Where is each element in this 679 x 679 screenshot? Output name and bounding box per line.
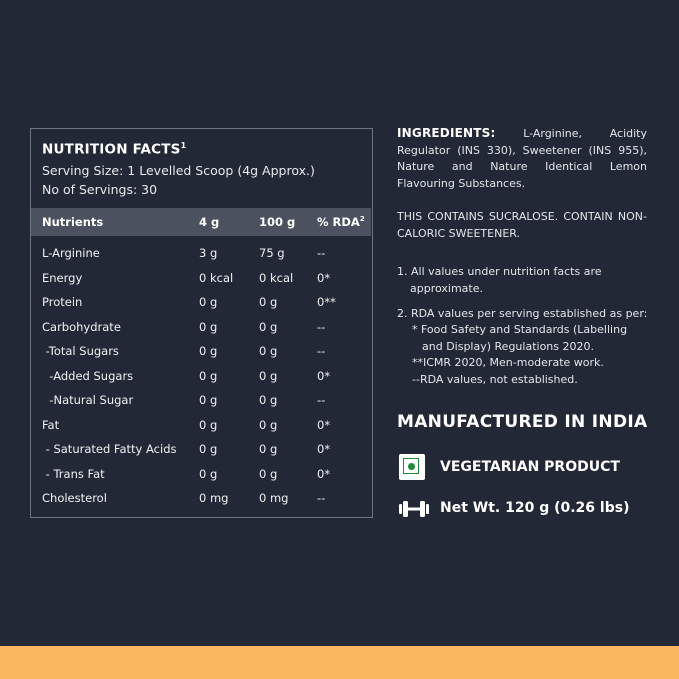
table-row: [31, 320, 371, 340]
table-row: [31, 491, 371, 511]
vegetarian-label: VEGETARIAN PRODUCT: [440, 459, 620, 475]
note-2-line-2: * Food Safety and Standards (Labelling: [412, 323, 628, 336]
table-row: [31, 295, 371, 315]
bottom-accent-bar: [0, 646, 679, 679]
value-per-serving: 0 g: [199, 393, 218, 407]
value-per-100g: 0 g: [259, 467, 278, 481]
note-2-line-1: 2. RDA values per serving established as per:: [397, 307, 648, 320]
rda-value: 0*: [317, 442, 331, 456]
rda-value: 0*: [317, 369, 331, 383]
rda-value: --: [317, 344, 326, 358]
nutrient-name: -Total Sugars: [42, 344, 119, 358]
value-per-serving: 0 g: [199, 369, 218, 383]
table-row: [31, 467, 371, 487]
rda-value: --: [317, 320, 326, 334]
value-per-serving: 0 g: [199, 295, 218, 309]
rda-value: 0*: [317, 467, 331, 481]
value-per-serving: 0 g: [199, 418, 218, 432]
nutrient-name: - Saturated Fatty Acids: [42, 442, 177, 456]
nutrition-title: NUTRITION FACTS$^1$: [42, 141, 187, 158]
value-per-100g: 0 g: [259, 442, 278, 456]
value-per-serving: 0 g: [199, 320, 218, 334]
header-nutrients: Nutrients: [42, 215, 104, 229]
value-per-100g: 0 kcal: [259, 271, 294, 285]
ingredients-label: INGREDIENTS:: [397, 126, 496, 140]
nutrient-name: -Natural Sugar: [42, 393, 134, 407]
value-per-serving: 0 g: [199, 442, 218, 456]
note-1-line-2: approximate.: [410, 282, 483, 295]
table-header: [31, 208, 371, 236]
rda-value: --: [317, 491, 326, 505]
ingredients-block: [397, 125, 647, 192]
note-2-line-5: --RDA values, not established.: [412, 373, 578, 386]
value-per-serving: 0 g: [199, 467, 218, 481]
servings-count: No of Servings: 30: [42, 182, 158, 197]
rda-value: 0**: [317, 295, 336, 309]
nutrient-name: Protein: [42, 295, 83, 309]
header-100g: 100 g: [259, 215, 296, 229]
table-row: [31, 271, 371, 291]
table-row: [31, 344, 371, 364]
table-row: [31, 418, 371, 438]
net-weight: Net Wt. 120 g (0.26 lbs): [440, 500, 630, 516]
nutrient-name: Carbohydrate: [42, 320, 121, 334]
dumbbell-icon: [398, 499, 430, 519]
value-per-100g: 75 g: [259, 246, 285, 260]
value-per-100g: 0 g: [259, 320, 278, 334]
note-2-line-3: and Display) Regulations 2020.: [422, 340, 594, 353]
ingredients-text: L-Arginine, Acidity Regulator (INS 330), Sweetener (INS 955), Nature and Nature Identical Lemon Flavouring Substances.: [397, 127, 647, 190]
rda-value: 0*: [317, 418, 331, 432]
nutrient-name: Cholesterol: [42, 491, 107, 505]
value-per-serving: 0 mg: [199, 491, 229, 505]
value-per-serving: 0 kcal: [199, 271, 234, 285]
note-2-line-4: **ICMR 2020, Men-moderate work.: [412, 356, 604, 369]
value-per-100g: 0 g: [259, 344, 278, 358]
veg-mark-icon: [399, 454, 425, 480]
nutrient-name: -Added Sugars: [42, 369, 134, 383]
table-row: [31, 442, 371, 462]
value-per-serving: 0 g: [199, 344, 218, 358]
value-per-100g: 0 g: [259, 295, 278, 309]
table-row: [31, 246, 371, 266]
nutrient-name: Fat: [42, 418, 60, 432]
rda-value: 0*: [317, 271, 331, 285]
value-per-100g: 0 mg: [259, 491, 289, 505]
table-row: [31, 393, 371, 413]
nutrition-facts-panel: [30, 128, 373, 518]
nutrient-name: Energy: [42, 271, 83, 285]
nutrient-name: L-Arginine: [42, 246, 100, 260]
nutrient-name: - Trans Fat: [42, 467, 105, 481]
header-rda: % RDA$^2$: [317, 215, 365, 229]
value-per-100g: 0 g: [259, 393, 278, 407]
rda-value: --: [317, 246, 326, 260]
value-per-serving: 3 g: [199, 246, 218, 260]
value-per-100g: 0 g: [259, 369, 278, 383]
manufactured-in: MANUFACTURED IN INDIA: [397, 412, 648, 432]
sucralose-note: THIS CONTAINS SUCRALOSE. CONTAIN NON-CALORIC SWEETENER.: [397, 210, 647, 240]
value-per-100g: 0 g: [259, 418, 278, 432]
note-1-line-1: 1. All values under nutrition facts are: [397, 265, 602, 278]
header-4g: 4 g: [199, 215, 220, 229]
serving-size: Serving Size: 1 Levelled Scoop (4g Approx.): [42, 163, 315, 178]
rda-value: --: [317, 393, 326, 407]
table-row: [31, 369, 371, 389]
